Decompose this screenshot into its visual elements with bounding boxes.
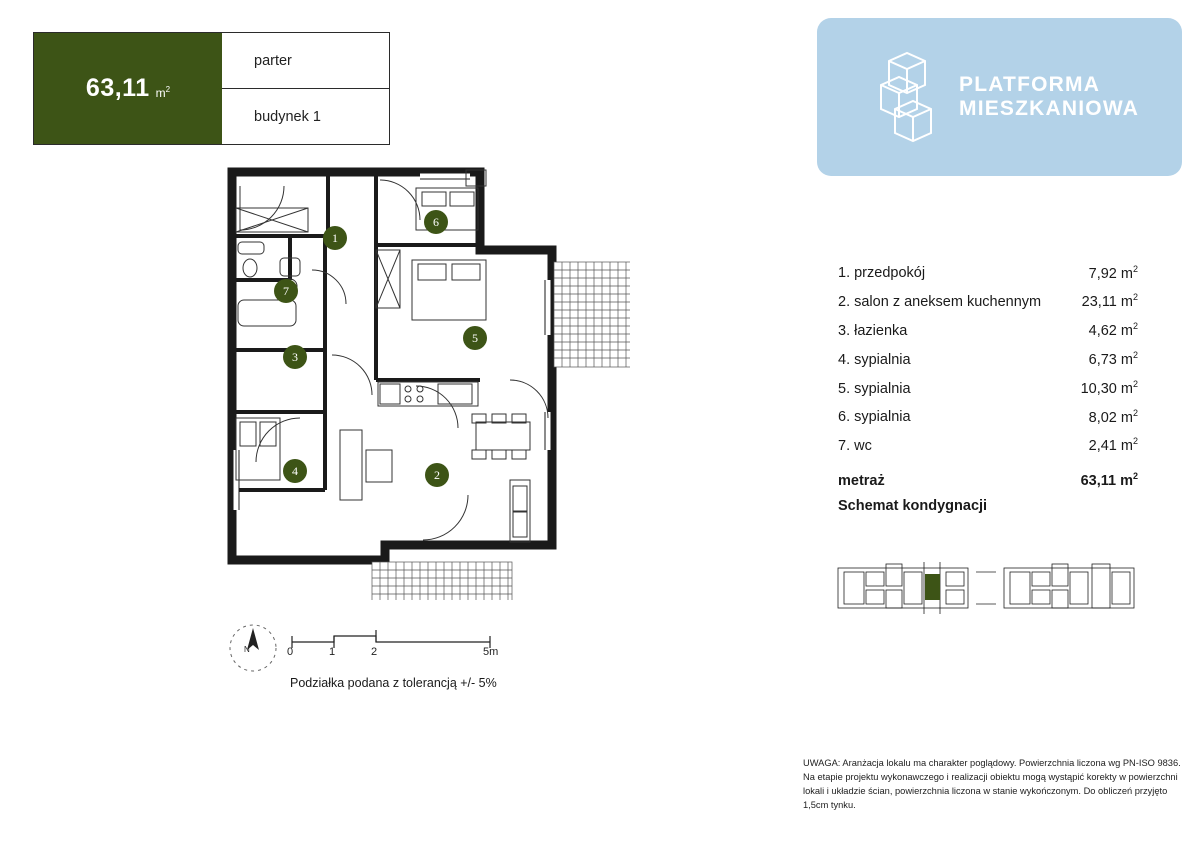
table-row	[838, 258, 1138, 287]
total-area-value: 63,11	[85, 74, 150, 102]
scale-tolerance-note: Podziałka podana z tolerancją +/- 5%	[290, 676, 497, 690]
table-row	[838, 344, 1138, 373]
floorplan-drawing	[180, 150, 630, 600]
room-area-7: 2,41 $m^2$	[1088, 436, 1138, 455]
room-marker-1[interactable]: 1	[323, 226, 347, 250]
room-label-7: 7. wc	[838, 438, 872, 455]
floor-scheme-diagram	[836, 552, 1136, 624]
total-label: metraż	[838, 472, 885, 489]
room-area-1: 7,92 $m^2$	[1088, 263, 1138, 282]
total-area: 63,11 $m^2$	[1080, 470, 1138, 489]
table-row	[838, 431, 1138, 460]
disclaimer-note: UWAGA: Aranżacja lokalu ma charakter poglądowy. Powierzchnia liczona wg PN-ISO 9836. Na etapie projektu wykonawczego i realizacji obiektu mogą wystąpić korekty w powierzchni lokali i układzie ścian, powierzchnia liczona w stanie wykończonym. Do obliczeń przyjęto 1,5cm tynku.	[803, 758, 1181, 810]
building-label: budynek 1	[254, 108, 321, 125]
room-label-6: 6. sypialnia	[838, 409, 911, 426]
table-row	[838, 316, 1138, 345]
apartment-meta	[222, 33, 389, 144]
room-label-5: 5. sypialnia	[838, 380, 911, 397]
scale-ruler	[290, 626, 505, 652]
room-area-4: 6,73 $m^2$	[1088, 349, 1138, 368]
room-area-table	[838, 258, 1138, 494]
brand-line-1: PLATFORMA	[959, 73, 1101, 97]
room-area-3: 4,62 $m^2$	[1088, 321, 1138, 339]
apartment-summary-header	[33, 32, 390, 145]
room-marker-7[interactable]: 7	[274, 279, 298, 303]
room-marker-6[interactable]: 6	[424, 210, 448, 234]
table-row	[838, 402, 1138, 431]
total-area-unit: $m^2$	[155, 85, 171, 100]
room-marker-4[interactable]: 4	[283, 459, 307, 483]
room-label-2: 2. salon z aneksem kuchennym	[838, 294, 1042, 311]
room-label-4: 4. sypialnia	[838, 351, 911, 368]
scale-tick-end: 5m	[483, 646, 499, 658]
scale-tick-2: 2	[371, 646, 378, 658]
room-marker-3[interactable]: 3	[283, 345, 307, 369]
scale-bar-group	[215, 618, 575, 698]
room-label-3: 3. łazienka	[838, 322, 908, 339]
scale-tick-1: 1	[329, 646, 336, 658]
brand-logo-card	[817, 18, 1182, 176]
room-label-1: 1. przedpokój	[838, 265, 926, 282]
scale-tick-0: 0	[287, 646, 294, 658]
brand-line-2: MIESZKANIOWA	[959, 97, 1140, 120]
svg-text:N: N	[244, 645, 250, 654]
highlighted-unit	[925, 574, 940, 600]
room-area-5: 10,30 $m^2$	[1080, 378, 1138, 397]
info-panel	[790, 0, 1200, 848]
room-marker-2[interactable]: 2	[425, 463, 449, 487]
total-area-badge	[34, 33, 222, 144]
building-blocks-icon	[875, 51, 937, 143]
room-area-2: 23,11 $m^2$	[1081, 292, 1138, 311]
floor-label: parter	[222, 33, 389, 89]
table-row-total	[838, 460, 1138, 494]
table-row	[838, 287, 1138, 316]
north-arrow-icon	[225, 620, 281, 676]
brand-name	[959, 73, 1139, 120]
floor-scheme-title: Schemat kondygnacji	[838, 498, 988, 514]
table-row	[838, 373, 1138, 402]
room-area-6: 8,02 $m^2$	[1088, 407, 1138, 426]
room-marker-5[interactable]: 5	[463, 326, 487, 350]
